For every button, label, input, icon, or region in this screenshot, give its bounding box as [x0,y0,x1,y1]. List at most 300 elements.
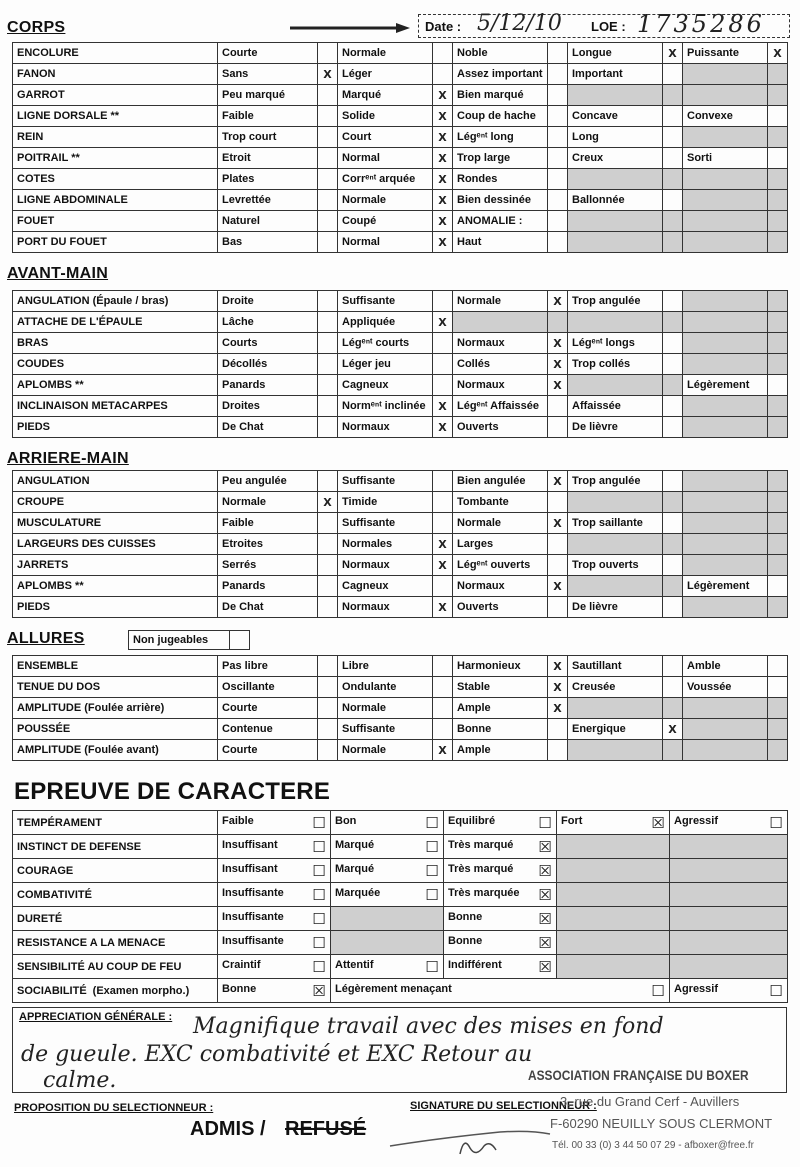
mark-box[interactable] [548,534,568,555]
option-label: Courte [218,698,318,719]
table-row [13,534,788,555]
mark-box[interactable] [768,232,788,253]
mark-box[interactable] [663,492,683,513]
mark-box[interactable] [548,492,568,513]
mark-box[interactable] [318,312,338,333]
mark-box[interactable]: X [548,471,568,492]
mark-box[interactable] [768,417,788,438]
option-cell [444,955,557,979]
checkbox[interactable]: ☐ [769,814,783,832]
mark-box[interactable] [663,354,683,375]
option-label: Très marqué [448,839,514,851]
option-label [568,740,663,761]
mark-box[interactable]: X [433,127,453,148]
arrow-icon [290,20,410,30]
mark-box[interactable]: X [433,106,453,127]
option-label: Longue [568,43,663,64]
option-label [568,375,663,396]
row-label: COTES [13,169,218,190]
mark-box[interactable] [318,169,338,190]
row-label [13,907,218,931]
mark-box[interactable] [548,85,568,106]
non-jugeables-label: Non jugeables [133,634,209,646]
mark-box[interactable]: X [663,719,683,740]
mark-box[interactable] [663,211,683,232]
mark-box[interactable] [433,719,453,740]
row-label: PIEDS [13,597,218,618]
mark-box[interactable] [318,719,338,740]
mark-box[interactable] [768,375,788,396]
mark-box[interactable]: X [433,190,453,211]
row-label: FANON [13,64,218,85]
mark-box[interactable] [318,333,338,354]
mark-box[interactable] [768,169,788,190]
mark-box[interactable] [768,597,788,618]
option-label: Energique [568,719,663,740]
checkbox[interactable]: ☒ [538,910,552,928]
checkbox[interactable]: ☐ [312,958,326,976]
checkbox[interactable]: ☐ [538,814,552,832]
mark-box[interactable] [663,698,683,719]
option-label: Léger jeu [338,354,433,375]
table-row [13,698,788,719]
stamp-title: ASSOCIATION FRANÇAISE DU BOXER [528,1067,749,1083]
mark-box[interactable]: X [548,354,568,375]
table-row [13,127,788,148]
checkbox[interactable]: ☐ [312,910,326,928]
option-label: Serrés [218,555,318,576]
option-cell [218,955,331,979]
mark-box[interactable] [548,719,568,740]
checkbox[interactable]: ☐ [312,862,326,880]
mark-box[interactable] [318,656,338,677]
mark-box[interactable] [548,190,568,211]
mark-box[interactable] [318,375,338,396]
mark-box[interactable] [663,513,683,534]
mark-box[interactable]: X [548,375,568,396]
mark-box[interactable] [663,232,683,253]
mark-box[interactable] [768,312,788,333]
mark-box[interactable] [318,148,338,169]
non-jugeables-box[interactable] [128,630,250,650]
mark-box[interactable] [548,43,568,64]
mark-box[interactable] [318,354,338,375]
mark-box[interactable]: X [548,576,568,597]
mark-box[interactable] [433,576,453,597]
mark-box[interactable] [433,64,453,85]
signature-scribble [380,1118,560,1158]
option-label [683,513,768,534]
table-row [13,979,788,1003]
option-label [683,719,768,740]
table-corps [12,42,788,253]
option-label [683,333,768,354]
mark-box[interactable] [548,555,568,576]
appreciation-line-3: calme. [43,1068,117,1093]
mark-box[interactable] [768,85,788,106]
table-row [13,64,788,85]
option-label: Très marquée [448,887,520,899]
row-label: ANGULATION [13,471,218,492]
mark-box[interactable] [663,148,683,169]
mark-box[interactable] [318,232,338,253]
row-label [13,931,218,955]
option-label: Trop angulée [568,291,663,312]
row-label: LIGNE ABDOMINALE [13,190,218,211]
refuse-label[interactable]: REFUSÉ [285,1118,367,1140]
mark-box[interactable]: X [548,656,568,677]
table-row [13,740,788,761]
option-label: Normale [338,740,433,761]
mark-box[interactable] [548,64,568,85]
option-label: Normale [338,698,433,719]
option-label: Noble [453,43,548,64]
mark-box[interactable] [548,232,568,253]
mark-box[interactable] [768,106,788,127]
mark-box[interactable] [768,211,788,232]
option-label [683,169,768,190]
row-label: GARROT [13,85,218,106]
mark-box[interactable] [433,43,453,64]
mark-box[interactable] [663,396,683,417]
mark-box[interactable] [768,64,788,85]
mark-box[interactable]: X [548,698,568,719]
option-label: Panards [218,576,318,597]
mark-box[interactable] [318,43,338,64]
checkbox[interactable]: ☐ [425,838,439,856]
mark-box[interactable] [318,211,338,232]
option-cell [557,811,670,835]
mark-box[interactable] [768,190,788,211]
stamp-address-2: F-60290 NEUILLY SOUS CLERMONT [550,1116,773,1131]
option-label [568,232,663,253]
option-label: Suffisante [338,471,433,492]
option-label: Trop large [453,148,548,169]
option-label: Normᵉⁿᵗ inclinée [338,396,433,417]
mark-box[interactable]: X [433,534,453,555]
mark-box[interactable] [433,471,453,492]
checkbox[interactable]: ☐ [312,886,326,904]
mark-box[interactable] [433,677,453,698]
mark-box[interactable] [663,64,683,85]
table-row [13,719,788,740]
mark-box[interactable] [663,291,683,312]
mark-box[interactable] [768,677,788,698]
option-label [683,190,768,211]
mark-box[interactable] [433,656,453,677]
option-cell [444,931,557,955]
option-cell [444,835,557,859]
mark-box[interactable] [768,576,788,597]
mark-box[interactable] [548,312,568,333]
mark-box[interactable] [663,597,683,618]
mark-box[interactable] [768,471,788,492]
mark-box[interactable] [548,597,568,618]
mark-box[interactable] [768,492,788,513]
mark-box[interactable] [318,471,338,492]
option-label [683,471,768,492]
mark-box[interactable] [663,190,683,211]
mark-box[interactable]: X [433,597,453,618]
option-label: Marquée [335,887,381,899]
checkbox[interactable]: ☒ [651,814,665,832]
checkbox[interactable]: ☐ [312,814,326,832]
option-label: Cagneux [338,375,433,396]
mark-box[interactable] [318,576,338,597]
mark-box[interactable] [768,740,788,761]
mark-box[interactable]: X [433,169,453,190]
mark-box[interactable] [768,333,788,354]
non-jugeables-checkbox[interactable] [229,631,249,649]
mark-box[interactable] [663,85,683,106]
mark-box[interactable] [433,513,453,534]
option-label [683,417,768,438]
option-label [683,597,768,618]
mark-box[interactable] [318,677,338,698]
checkbox[interactable]: ☒ [538,934,552,952]
mark-box[interactable]: X [433,417,453,438]
option-label: Rondes [453,169,548,190]
option-label: Normal [338,148,433,169]
option-label: Trop collés [568,354,663,375]
mark-box[interactable] [548,148,568,169]
option-label: Marqué [338,85,433,106]
mark-box[interactable] [548,417,568,438]
mark-box[interactable] [663,417,683,438]
checkbox[interactable]: ☒ [538,886,552,904]
admis-label[interactable]: ADMIS / [190,1118,266,1140]
option-label: Faible [218,513,318,534]
mark-box[interactable]: X [548,677,568,698]
mark-box[interactable] [318,127,338,148]
option-cell [218,811,331,835]
mark-box[interactable] [663,333,683,354]
checkbox[interactable]: ☐ [425,958,439,976]
mark-box[interactable] [548,211,568,232]
option-label: Normale [453,513,548,534]
checkbox[interactable]: ☐ [312,934,326,952]
mark-box[interactable] [663,555,683,576]
row-label-text: DURETÉ [17,912,63,925]
row-label-text: COURAGE [17,864,74,877]
row-label: APLOMBS ** [13,576,218,597]
date-value: 5/12/10 [477,11,562,36]
mark-box[interactable] [548,169,568,190]
option-label: Bonne [448,911,483,923]
row-label: POITRAIL ** [13,148,218,169]
mark-box[interactable] [768,656,788,677]
mark-box[interactable] [318,740,338,761]
table-row [13,190,788,211]
mark-box[interactable]: X [548,291,568,312]
mark-box[interactable] [768,127,788,148]
mark-box[interactable]: X [433,312,453,333]
mark-box[interactable] [318,85,338,106]
mark-box[interactable] [768,354,788,375]
checkbox[interactable]: ☒ [312,982,326,1000]
mark-box[interactable]: X [433,148,453,169]
mark-box[interactable] [663,169,683,190]
checkbox[interactable]: ☐ [312,838,326,856]
table-caractere [12,810,788,1003]
mark-box[interactable]: X [433,740,453,761]
table-row [13,513,788,534]
mark-box[interactable] [318,106,338,127]
mark-box[interactable]: X [433,85,453,106]
mark-box[interactable]: X [548,333,568,354]
table-row [13,417,788,438]
checkbox[interactable]: ☐ [425,886,439,904]
table-row [13,883,788,907]
option-label: De lièvre [568,597,663,618]
mark-box[interactable]: X [433,232,453,253]
checkbox[interactable]: ☐ [651,982,665,1000]
signature-label: SIGNATURE DU SELECTIONNEUR : [410,1100,597,1112]
mark-box[interactable] [318,291,338,312]
mark-box[interactable] [433,354,453,375]
mark-box[interactable] [318,513,338,534]
option-label: Bas [218,232,318,253]
mark-box[interactable] [663,127,683,148]
option-label: Agressif [674,815,719,827]
mark-box[interactable] [768,396,788,417]
option-cell [444,859,557,883]
checkbox[interactable]: ☐ [769,982,783,1000]
option-label: Puissante [683,43,768,64]
mark-box[interactable]: X [433,555,453,576]
option-label [683,354,768,375]
mark-box[interactable] [663,471,683,492]
option-cell [444,907,557,931]
mark-box[interactable] [548,127,568,148]
mark-box[interactable]: X [318,492,338,513]
mark-box[interactable]: X [663,43,683,64]
table-row [13,148,788,169]
mark-box[interactable] [318,396,338,417]
row-label: REIN [13,127,218,148]
row-label: AMPLITUDE (Foulée avant) [13,740,218,761]
mark-box[interactable] [768,291,788,312]
option-label: Marqué [335,863,375,875]
option-label: Normaux [338,555,433,576]
mark-box[interactable] [663,534,683,555]
mark-box[interactable] [663,740,683,761]
option-label: Normaux [453,375,548,396]
proposition-label: PROPOSITION DU SELECTIONNEUR : [14,1102,214,1114]
option-label: Collés [453,354,548,375]
mark-box[interactable]: X [548,513,568,534]
mark-box[interactable] [433,375,453,396]
option-label: Normaux [453,333,548,354]
mark-box[interactable] [318,417,338,438]
mark-box[interactable] [433,333,453,354]
mark-box[interactable] [663,106,683,127]
mark-box[interactable] [548,106,568,127]
checkbox[interactable]: ☒ [538,838,552,856]
mark-box[interactable] [768,719,788,740]
row-label: ATTACHE DE L'ÉPAULE [13,312,218,333]
mark-box[interactable] [663,677,683,698]
mark-box[interactable] [433,698,453,719]
option-label: Affaissée [568,396,663,417]
row-label: COUDES [13,354,218,375]
option-label: Légèrement [683,576,768,597]
checkbox[interactable]: ☒ [538,958,552,976]
date-label: Date : [425,19,462,34]
mark-box[interactable] [548,396,568,417]
option-label: Trop court [218,127,318,148]
row-label: AMPLITUDE (Foulée arrière) [13,698,218,719]
mark-box[interactable] [318,597,338,618]
option-cell [218,859,331,883]
mark-box[interactable] [663,312,683,333]
mark-box[interactable] [318,190,338,211]
mark-box[interactable] [768,555,788,576]
mark-box[interactable] [768,148,788,169]
table-row [13,396,788,417]
option-label: Normaux [338,597,433,618]
option-label: Trop ouverts [568,555,663,576]
mark-box[interactable] [663,576,683,597]
mark-box[interactable] [768,513,788,534]
option-label: Etroit [218,148,318,169]
checkbox[interactable]: ☐ [425,862,439,880]
mark-box[interactable] [768,698,788,719]
option-label: Important [568,64,663,85]
stamp-address-1: 3, rue du Grand Cerf - Auvillers [560,1094,740,1109]
option-cell [331,811,444,835]
checkbox[interactable]: ☒ [538,862,552,880]
option-label: Insuffisante [222,935,284,947]
option-label: Très marqué [448,863,514,875]
mark-box[interactable] [318,534,338,555]
option-label: Ballonnée [568,190,663,211]
mark-box[interactable] [663,375,683,396]
checkbox[interactable]: ☐ [425,814,439,832]
row-label: FOUET [13,211,218,232]
mark-box[interactable]: X [318,64,338,85]
option-label: Peu angulée [218,471,318,492]
option-label: Marqué [335,839,375,851]
mark-box[interactable] [548,740,568,761]
option-label: Courte [218,43,318,64]
row-label: MUSCULATURE [13,513,218,534]
row-label-text: SOCIABILITÉ [17,984,87,997]
option-label [683,85,768,106]
option-label: Normaux [338,417,433,438]
option-label: Sautillant [568,656,663,677]
mark-box[interactable] [433,492,453,513]
mark-box[interactable] [768,534,788,555]
mark-box[interactable] [318,555,338,576]
mark-box[interactable]: X [433,211,453,232]
mark-box[interactable]: X [768,43,788,64]
row-label: INCLINAISON METACARPES [13,396,218,417]
option-label: Tombante [453,492,548,513]
option-label: Creux [568,148,663,169]
option-label: Bien angulée [453,471,548,492]
mark-box[interactable] [318,698,338,719]
mark-box[interactable] [663,656,683,677]
option-label [568,169,663,190]
row-label: ENCOLURE [13,43,218,64]
mark-box[interactable] [433,291,453,312]
option-label: Légèrement menaçant [335,983,452,995]
option-label: Pas libre [218,656,318,677]
row-label: POUSSÉE [13,719,218,740]
mark-box[interactable]: X [433,396,453,417]
option-cell [331,907,444,931]
